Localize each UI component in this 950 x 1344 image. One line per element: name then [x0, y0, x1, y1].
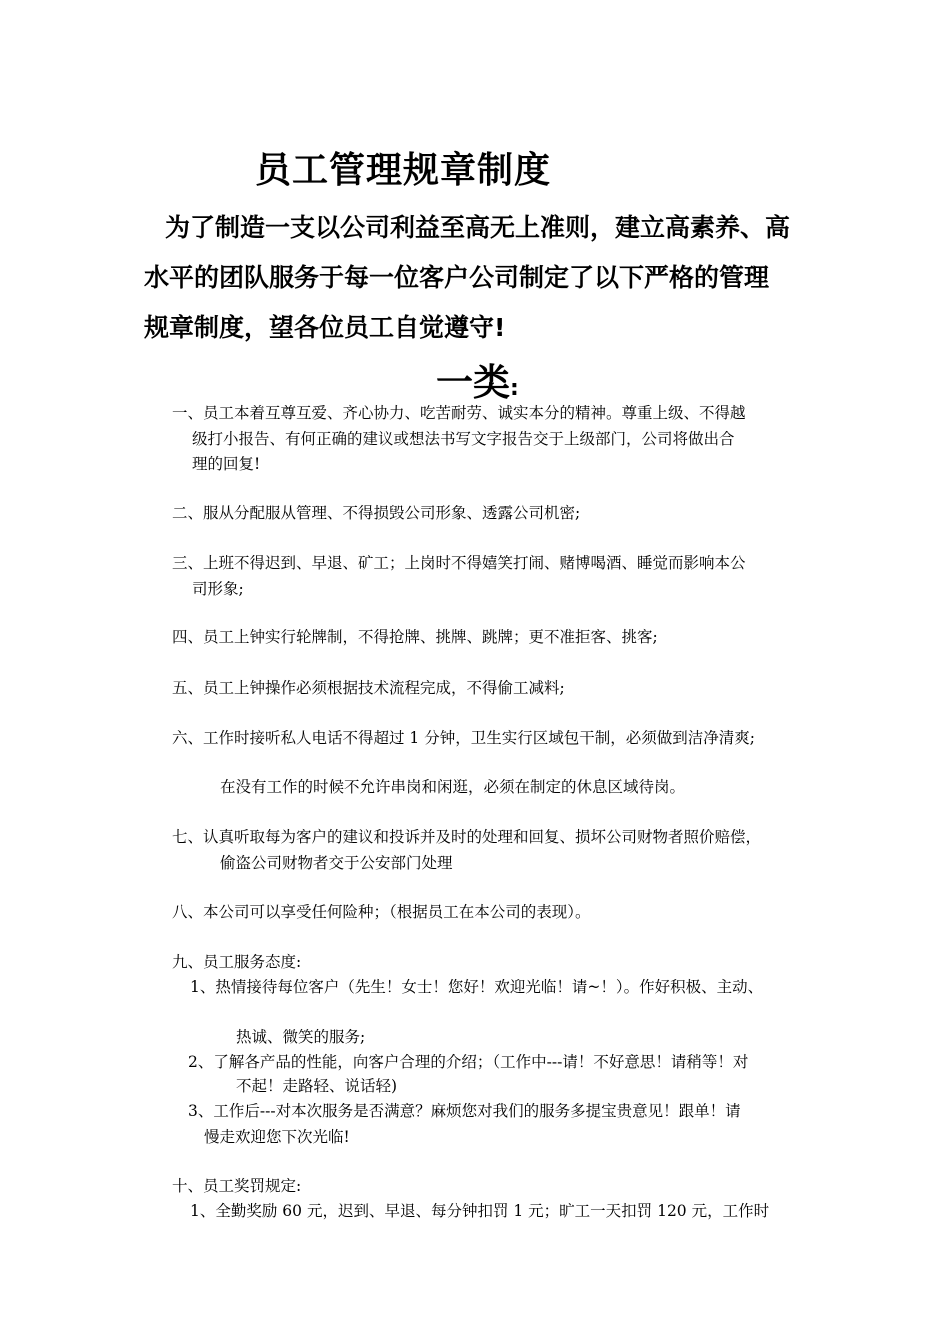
rule-9-item-3-line-1: 3、工作后---对本次服务是否满意？麻烦您对我们的服务多提宝贵意见！跟单！请 [188, 1102, 741, 1120]
rule-6-line-2: 在没有工作的时候不允许串岗和闲逛，必须在制定的休息区域待岗。 [220, 778, 686, 796]
rule-3-line-1: 三、上班不得迟到、早退、矿工；上岗时不得嬉笑打闹、赌博喝酒、睡觉而影响本公 [172, 554, 746, 572]
rule-9-item-2-line-2: 不起！走路轻、说话轻) [236, 1077, 398, 1095]
intro-line-3: 规章制度，望各位员工自觉遵守! [144, 313, 506, 342]
intro-line-1: 为了制造一支以公司利益至高无上准则，建立高素养、高 [165, 213, 791, 242]
rule-10-item-1-line-1: 1、全勤奖励 60 元，迟到、早退、每分钟扣罚 1 元；旷工一天扣罚 120 元，工作时 [190, 1202, 770, 1220]
intro-line-2: 水平的团队服务于每一位客户公司制定了以下严格的管理 [144, 263, 770, 292]
rule-2-line-1: 二、服从分配服从管理、不得损毁公司形象、透露公司机密; [172, 504, 581, 522]
rule-9-item-3-line-2: 慢走欢迎您下次光临! [204, 1128, 350, 1146]
rule-9-heading: 九、员工服务态度: [172, 953, 302, 971]
rule-1-line-2: 级打小报告、有何正确的建议或想法书写文字报告交于上级部门，公司将做出合 [192, 430, 735, 448]
rule-1-line-3: 理的回复! [192, 455, 261, 473]
section-heading [436, 352, 519, 406]
rule-9-item-2-line-1: 2、了解各产品的性能，向客户合理的介绍；（工作中---请！不好意思！请稍等！对 [188, 1053, 749, 1071]
document-title: 员工管理规章制度 [255, 150, 552, 191]
rule-9-item-1-line-2: 热诚、微笑的服务; [236, 1028, 366, 1046]
section-name: 一类 [436, 361, 510, 404]
rule-5-line-1: 五、员工上钟操作必须根据技术流程完成，不得偷工减料; [172, 679, 565, 697]
section-colon: : [510, 376, 519, 401]
rule-6-line-1: 六、工作时接听私人电话不得超过 1 分钟，卫生实行区域包干制，必须做到洁净清爽; [172, 729, 755, 747]
rule-7-line-2: 偷盗公司财物者交于公安部门处理 [220, 854, 453, 872]
rule-8-line-1: 八、本公司可以享受任何险种；（根据员工在本公司的表现）。 [172, 903, 591, 921]
rule-3-line-2: 司形象; [192, 580, 244, 598]
rule-7-line-1: 七、认真听取每为客户的建议和投诉并及时的处理和回复、损坏公司财物者照价赔偿， [172, 828, 762, 846]
rule-9-item-1-line-1: 1、热情接待每位客户（先生！女士！您好！欢迎光临！请~！）。作好积极、主动、 [190, 978, 764, 996]
rule-4-line-1: 四、员工上钟实行轮牌制，不得抢牌、挑牌、跳牌；更不准拒客、挑客; [172, 628, 658, 646]
rule-10-heading: 十、员工奖罚规定: [172, 1177, 302, 1195]
rule-1-line-1: 一、员工本着互尊互爱、齐心协力、吃苦耐劳、诚实本分的精神。尊重上级、不得越 [172, 404, 746, 422]
